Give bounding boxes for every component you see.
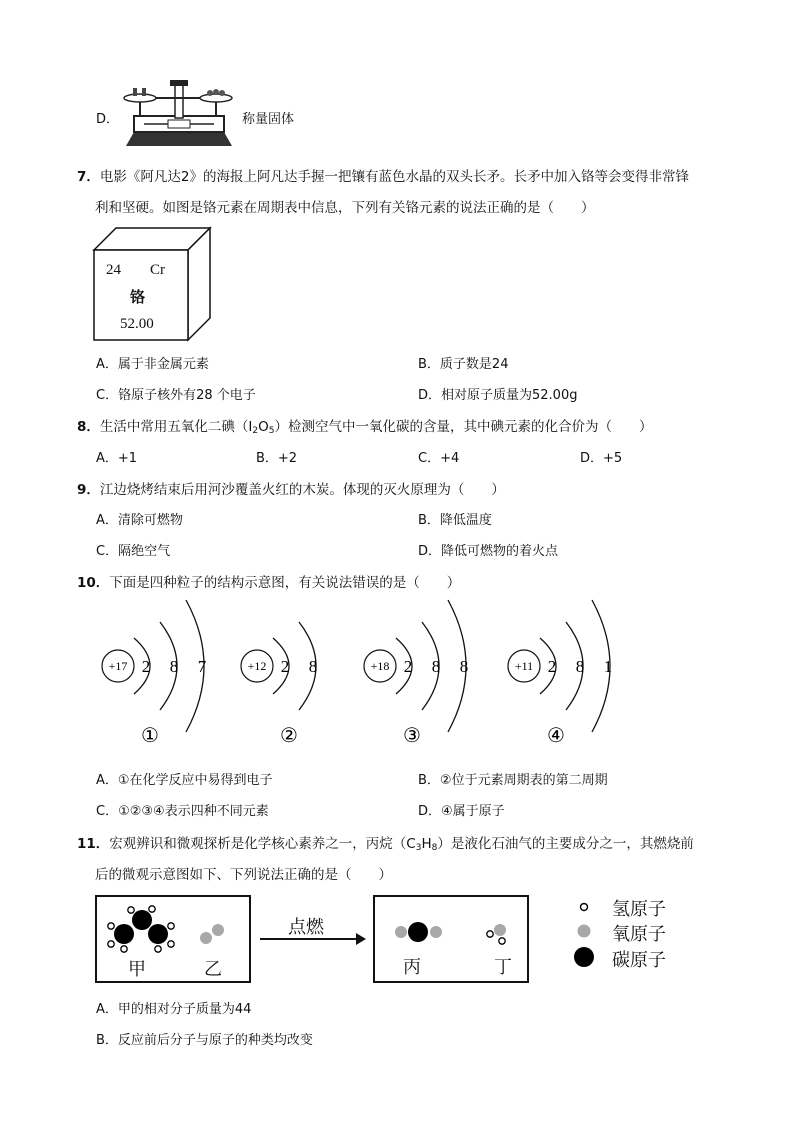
q8-number: 8．	[77, 419, 100, 435]
particle-4	[508, 600, 612, 747]
electron-count: 2	[403, 657, 413, 676]
label-jia: 甲	[128, 959, 146, 980]
q7-option-d[interactable]: D．相对原子质量为52.00g	[418, 388, 578, 403]
legend-oxygen-symbol	[578, 925, 591, 938]
legend-carbon-symbol	[574, 947, 594, 967]
q7-stem-line2: 利和坚硬。如图是铬元素在周期表中信息，下列有关铬元素的说法正确的是（ ）	[95, 200, 595, 216]
q8-stem-part1: 生活中常用五氧化二碘（I	[99, 419, 253, 435]
electron-count: 1	[603, 657, 613, 676]
electron-count: 8	[459, 657, 469, 676]
q7-option-a[interactable]: A．属于非金属元素	[96, 357, 209, 372]
legend-carbon-label: 碳原子	[612, 950, 666, 971]
element-atomic-number: 24	[106, 262, 121, 278]
legend-hydrogen-symbol	[581, 904, 588, 911]
q8-sub2: 5	[268, 426, 275, 436]
particle-structure-diagram	[90, 594, 650, 754]
element-name: 铬	[130, 288, 146, 306]
particle-1	[102, 600, 207, 747]
q6-option-d-label: D．	[96, 112, 120, 127]
q8-sub1: 2	[252, 426, 259, 436]
nucleus-charge: +17	[108, 659, 128, 673]
legend-oxygen-label: 氧原子	[612, 924, 666, 945]
combustion-reaction-diagram	[94, 892, 694, 988]
electron-count: 7	[197, 657, 207, 676]
q8-option-b[interactable]: B．+2	[256, 451, 298, 466]
q10-option-a[interactable]: A．①在化学反应中易得到电子	[96, 773, 273, 788]
nucleus-charge: +12	[247, 659, 267, 673]
arrow-label-ignite: 点燃	[288, 917, 324, 938]
q11-stem-part2: ）是液化石油气的主要成分之一，其燃烧前	[437, 836, 694, 852]
q10-number: 10．	[77, 575, 110, 591]
label-bing: 丙	[403, 957, 421, 978]
label-yi: 乙	[204, 959, 222, 980]
q8-option-d[interactable]: D．+5	[580, 451, 623, 466]
q11-option-a[interactable]: A．甲的相对分子质量为44	[96, 1002, 252, 1017]
q9-option-a[interactable]: A．清除可燃物	[96, 513, 183, 528]
q7-stem-line1	[77, 165, 689, 185]
q11-mid: H	[421, 836, 432, 852]
electron-count: 8	[308, 657, 318, 676]
nucleus-charge: +18	[370, 659, 390, 673]
q6-option-d-text: 称量固体	[242, 112, 295, 127]
nucleus-charge: +11	[514, 659, 534, 673]
q8-stem	[77, 415, 653, 436]
q11-stem-part1: 宏观辨识和微观探析是化学核心素养之一，丙烷（C	[109, 836, 416, 852]
q9-option-d[interactable]: D．降低可燃物的着火点	[418, 544, 559, 559]
q9-option-c[interactable]: C．隔绝空气	[96, 544, 171, 559]
q11-sub1: 3	[415, 843, 422, 853]
q7-number: 7．	[77, 169, 100, 185]
q11-stem-line2: 后的微观示意图如下、下列说法正确的是（ ）	[95, 867, 392, 883]
electron-count: 2	[547, 657, 557, 676]
electron-count: 8	[169, 657, 179, 676]
q8-stem-part2: ）检测空气中一氧化碳的含量，其中碘元素的化合价为（ ）	[274, 419, 653, 435]
particle-label: ④	[547, 723, 565, 747]
q7-option-c[interactable]: C．铬原子核外有28 个电子	[96, 388, 256, 403]
q10-option-d[interactable]: D．④属于原子	[418, 804, 505, 819]
q10-stem	[77, 571, 460, 591]
particle-label: ①	[141, 723, 159, 747]
balance-scale-image	[120, 76, 236, 156]
q11-sub2: 8	[431, 843, 438, 853]
electron-count: 8	[575, 657, 585, 676]
element-symbol: Cr	[150, 262, 165, 278]
legend-hydrogen-label: 氢原子	[612, 899, 666, 920]
particle-2	[241, 622, 317, 747]
particle-label: ③	[403, 723, 421, 747]
element-mass: 52.00	[120, 316, 154, 332]
particle-3	[364, 600, 468, 747]
q9-stem	[77, 478, 505, 498]
q7-option-b[interactable]: B．质子数是24	[418, 357, 509, 372]
electron-count: 2	[280, 657, 290, 676]
q11-number: 11．	[77, 836, 110, 852]
q10-option-b[interactable]: B．②位于元素周期表的第二周期	[418, 773, 608, 788]
q10-option-c[interactable]: C．①②③④表示四种不同元素	[96, 804, 269, 819]
q8-mid: O	[258, 419, 269, 435]
q10-stem-text: 下面是四种粒子的结构示意图，有关说法错误的是（ ）	[109, 575, 461, 591]
q8-option-a[interactable]: A．+1	[96, 451, 138, 466]
q8-option-c[interactable]: C．+4	[418, 451, 460, 466]
electron-count: 2	[141, 657, 151, 676]
q7-stem-text1: 电影《阿凡达2》的海报上阿凡达手握一把镶有蓝色水晶的双头长矛。长矛中加入铬等会变得非常锋	[99, 169, 689, 185]
label-ding: 丁	[494, 957, 512, 978]
q11-option-b[interactable]: B．反应前后分子与原子的种类均改变	[96, 1033, 313, 1048]
electron-count: 8	[431, 657, 441, 676]
q9-stem-text: 江边烧烤结束后用河沙覆盖火红的木炭。体现的灭火原理为（ ）	[99, 482, 505, 498]
q11-stem-line1	[77, 832, 694, 853]
particle-label: ②	[280, 723, 298, 747]
q9-option-b[interactable]: B．降低温度	[418, 513, 492, 528]
q9-number: 9．	[77, 482, 100, 498]
